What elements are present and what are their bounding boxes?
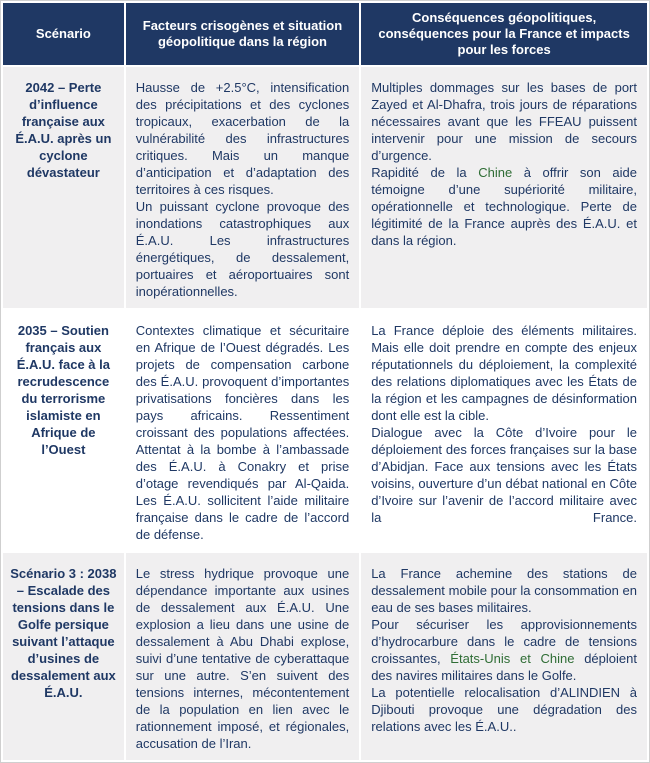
header-factors: Facteurs crisogènes et situation géopolitique dans la région — [126, 3, 359, 65]
consequences-cell — [361, 310, 647, 551]
country-highlight: Chine — [478, 165, 513, 180]
scenario-cell: Scénario 3 : 2038 – Escalade des tensions dans le Golfe persique suivant l’attaque d’usines de dessalement aux É.A.U. — [3, 553, 124, 760]
scenario-cell: 2042 – Perte d’influence française aux É.A.U. après un cyclone dévastateur — [3, 67, 124, 308]
country-highlight: États-Unis et Chine — [450, 651, 575, 666]
header-row — [3, 3, 647, 65]
factors-cell — [126, 553, 359, 760]
table-row-2042 — [3, 67, 647, 308]
paragraph: La France achemine des stations de dessalement mobile pour la consommation en eau de ses bases militaires. — [371, 566, 637, 615]
paragraph — [371, 616, 637, 684]
header-consequences: Conséquences géopolitiques, conséquences pour la France et impacts pour les forces — [361, 3, 647, 65]
paragraph: Multiples dommages sur les bases de port Zayed et Al-Dhafra, trois jours de réparations nécessaires avant que les FFEAU puissent intervenir pour une mission de secours d’urgence. — [371, 80, 637, 163]
paragraph: Dialogue avec la Côte d’Ivoire pour le déploiement des forces françaises sur la base d’Abidjan. Face aux tensions avec les États voisins, ouverture d’un débat national en Côte d’Ivoire sur l’avenir de l’accord militaire avec la France. — [371, 425, 637, 525]
paragraph: Contextes climatique et sécuritaire en Afrique de l’Ouest dégradés. Les projets de compensation carbone des É.A.U. provoquent d’importantes privatisations foncières dans les pays africains. Ressentiment croissant des populations affectées. Attentat à la bombe à l’ambassade des É.A.U. à Conakry et prise d’otage revendiqués par Al-Qaida. Les É.A.U. sollicitent l’aide militaire française dans le cadre de l’accord de défense. — [135, 323, 350, 542]
paragraph: La France déploie des éléments militaires. Mais elle doit prendre en compte des enjeux réputationnels du déploiement, la complexité des relations diplomatiques avec les États de la région et les campagnes de désinformation dont elle est la cible. — [371, 323, 637, 423]
paragraph: La potentielle relocalisation d’ALINDIEN à Djibouti provoque une dégradation des relations avec les É.A.U.. — [371, 685, 637, 734]
consequences-cell — [361, 67, 647, 308]
text-segment: Rapidité de la — [371, 165, 479, 180]
factors-cell — [126, 310, 359, 551]
paragraph — [371, 164, 637, 249]
text-segment: Pour sécuriser les approvisionnements d’hydrocarbure dans le cadre de tensions croissantes, — [371, 617, 637, 666]
paragraph: Le stress hydrique provoque une dépendance importante aux usines de dessalement aux É.A.U. Une explosion a lieu dans une usine de dessalement à Abu Dhabi explose, suivi d’une tentative de cyberattaque sur une autre. S’en suivent des tensions internes, mécontentement de la population en lien avec le rationnement imposé, et régionales, accusation de l’Iran. — [135, 566, 350, 751]
scenario-cell: 2035 – Soutien français aux É.A.U. face à la recrudescence du terrorisme islamiste en Afrique de l’Ouest — [3, 310, 124, 551]
text-segment: à offrir son aide témoigne d’une supériorité militaire, opérationnelle et technologique. Perte de légitimité de la France auprès des É.A.U. et dans la région. — [371, 165, 637, 248]
paragraph: Un puissant cyclone provoque des inondations catastrophiques aux É.A.U. Les infrastructures énergétiques, de dessalement, portuaires et aéroportuaires sont inopérationnelles. — [135, 199, 350, 299]
paragraph: Hausse de +2.5°C, intensification des précipitations et des cyclones tropicaux, exacerbation de la vulnérabilité des infrastructures critiques. Mais un manque d’anticipation et d’adaptation des territoires à ces risques. — [135, 80, 350, 197]
header-scenario: Scénario — [3, 3, 124, 65]
table-row-2035 — [3, 310, 647, 551]
text-segment: déploient des navires militaires dans le Golfe. — [371, 651, 637, 683]
consequences-cell — [361, 553, 647, 760]
factors-cell — [126, 67, 359, 308]
table-row-2038 — [3, 553, 647, 760]
